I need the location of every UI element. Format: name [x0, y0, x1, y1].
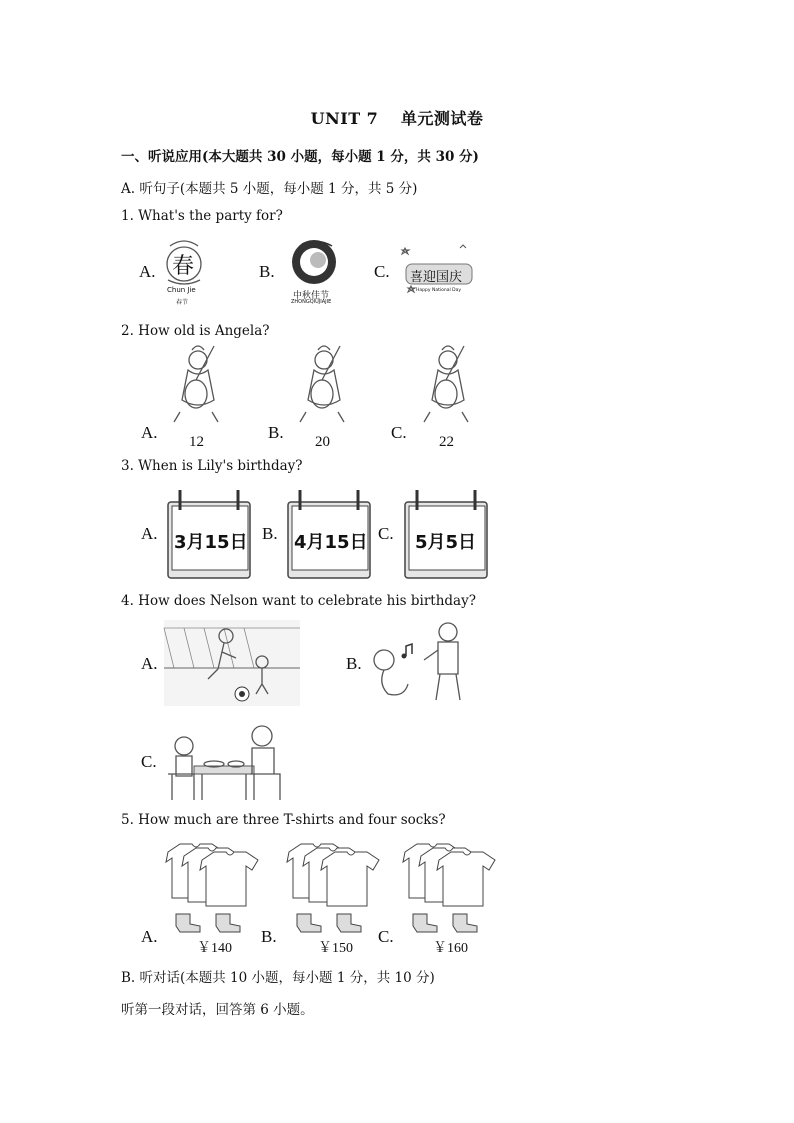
- question-1: 1. What's the party for?: [121, 208, 283, 224]
- music-icon: [370, 620, 470, 706]
- girl-pipa-icon: [292, 344, 352, 426]
- q1-option-c[interactable]: C.: [374, 262, 390, 281]
- q1-option-b[interactable]: B.: [259, 262, 275, 281]
- question-3: 3. When is Lily's birthday?: [121, 458, 303, 474]
- q5-option-a[interactable]: A.: [141, 927, 158, 946]
- section-heading: 一、听说应用(本大题共 30 小题，每小题 1 分，共 30 分): [121, 149, 479, 165]
- dinner-icon: [162, 724, 286, 802]
- mid-autumn-sub: ZHONGQIUJIAJIE: [291, 299, 332, 305]
- spring-logo-char: 春: [172, 254, 195, 279]
- national-day-title: 喜迎国庆: [410, 270, 463, 285]
- q3-option-c[interactable]: C.: [378, 524, 394, 543]
- part-b-heading: B. 听对话(本题共 10 小题，每小题 1 分，共 10 分): [121, 970, 435, 986]
- calendar-icon: [164, 484, 254, 582]
- price-label-a: ￥140: [197, 941, 232, 956]
- tshirt-icon: [162, 842, 268, 936]
- tshirt-icon: [399, 842, 505, 936]
- price-label-b: ￥150: [318, 941, 353, 956]
- calendar-icon: [401, 484, 491, 582]
- q5-option-b[interactable]: B.: [261, 927, 277, 946]
- mid-autumn-title: 中秋佳节: [293, 291, 330, 301]
- q1-option-a[interactable]: A.: [139, 262, 156, 281]
- age-label-b: 20: [315, 434, 330, 450]
- q3-option-a[interactable]: A.: [141, 524, 158, 543]
- calendar-date-b: 4月15日: [294, 532, 368, 553]
- national-day-icon: [400, 244, 480, 300]
- calendar-date-c: 5月5日: [415, 532, 477, 553]
- q4-option-c[interactable]: C.: [141, 752, 157, 771]
- q4-option-a[interactable]: A.: [141, 654, 158, 673]
- q5-option-c[interactable]: C.: [378, 927, 394, 946]
- mid-autumn-icon: [288, 236, 340, 308]
- spring-logo-pinyin: Chun Jie: [167, 286, 196, 294]
- girl-pipa-icon: [166, 344, 226, 426]
- question-4: 4. How does Nelson want to celebrate his birthday?: [121, 593, 476, 609]
- age-label-a: 12: [189, 434, 204, 450]
- spring-festival-icon: [160, 236, 208, 308]
- q3-option-b[interactable]: B.: [262, 524, 278, 543]
- tshirt-icon: [283, 842, 389, 936]
- question-5: 5. How much are three T-shirts and four socks?: [121, 812, 446, 828]
- q2-option-b[interactable]: B.: [268, 423, 284, 442]
- football-icon: [164, 620, 300, 706]
- price-label-c: ￥160: [433, 941, 468, 956]
- age-label-c: 22: [439, 434, 454, 450]
- page-title: UNIT 7 单元测试卷: [310, 109, 484, 128]
- q4-option-b[interactable]: B.: [346, 654, 362, 673]
- calendar-date-a: 3月15日: [174, 532, 248, 553]
- national-day-sub: Happy National Day: [416, 288, 462, 293]
- question-2: 2. How old is Angela?: [121, 323, 270, 339]
- q2-option-a[interactable]: A.: [141, 423, 158, 442]
- part-a-heading: A. 听句子(本题共 5 小题，每小题 1 分，共 5 分): [121, 181, 418, 197]
- dialog-1-instruction: 听第一段对话，回答第 6 小题。: [121, 1002, 314, 1018]
- calendar-icon: [284, 484, 374, 582]
- spring-logo-sub: 春节: [176, 299, 189, 306]
- girl-pipa-icon: [416, 344, 476, 426]
- q2-option-c[interactable]: C.: [391, 423, 407, 442]
